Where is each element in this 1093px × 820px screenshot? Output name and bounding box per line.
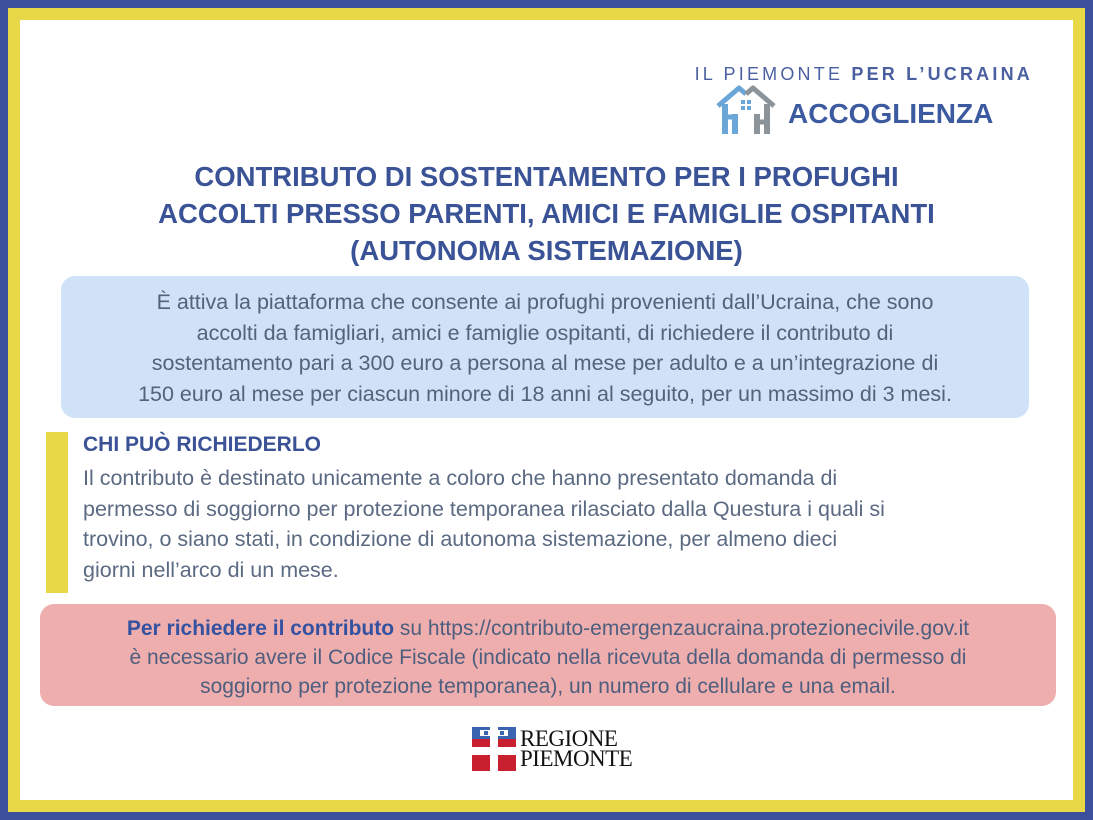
eligibility-line: Il contributo è destinato unicamente a coloro che hanno presentato domanda di	[83, 466, 838, 490]
brand-light-text: IL PIEMONTE	[694, 64, 852, 84]
section-accent-bar	[46, 432, 68, 593]
howto-url-text: su https://contributo-emergenzaucraina.protezionecivile.gov.it	[394, 617, 970, 640]
howto-line-3: soggiorno per protezione temporanea), un numero di cellulare e una email.	[200, 675, 896, 698]
howto-bold-lead: Per richiedere il contributo	[126, 617, 395, 640]
intro-text	[80, 287, 1010, 409]
eligibility-line: giorni nell’arco di un mese.	[83, 557, 339, 582]
intro-line: accolti da famigliari, amici e famiglie ospitanti, di richiedere il contributo di	[196, 320, 894, 345]
eligibility-text	[83, 463, 1043, 585]
howto-line-2: è necessario avere il Codice Fiscale (indicato nella ricevuta della domanda di permesso di	[129, 646, 967, 669]
howto-text	[50, 614, 1046, 701]
howto-line-1	[50, 614, 1046, 643]
title-line: ACCOLTI PRESSO PARENTI, AMICI E FAMIGLIE OSPITANTI	[158, 198, 935, 229]
intro-line: È attiva la piattaforma che consente ai profughi provenienti dall’Ucraina, che sono	[156, 290, 934, 314]
page-title	[60, 158, 1033, 269]
title-line: CONTRIBUTO DI SOSTENTAMENTO PER I PROFUGHI	[194, 161, 899, 192]
logo-line: REGIONE	[520, 726, 618, 751]
intro-line: 150 euro al mese per ciascun minore di 18 anni al seguito, per un massimo di 3 mesi.	[138, 381, 952, 406]
logo-wordmark	[520, 726, 633, 771]
brand-bold-text: PER L’UCRAINA	[851, 64, 1033, 84]
logo-line: PIEMONTE	[520, 746, 633, 771]
title-line: (AUTONOMA SISTEMAZIONE)	[350, 235, 743, 266]
accoglienza-label: ACCOGLIENZA	[788, 98, 994, 129]
regione-piemonte-emblem-icon	[472, 727, 516, 771]
eligibility-line: permesso di soggiorno per protezione temporanea rilasciato dalla Questura i quali si	[83, 496, 885, 521]
intro-line: sostentamento pari a 300 euro a persona al mese per adulto e a un’integrazione di	[151, 351, 939, 375]
house-icon	[715, 84, 777, 138]
campaign-brand-line	[695, 64, 1033, 85]
eligibility-heading: CHI PUÒ RICHIEDERLO	[83, 433, 322, 456]
eligibility-line: trovino, o siano stati, in condizione di autonoma sistemazione, per almeno dieci	[83, 527, 838, 551]
regione-piemonte-logo	[472, 726, 633, 771]
